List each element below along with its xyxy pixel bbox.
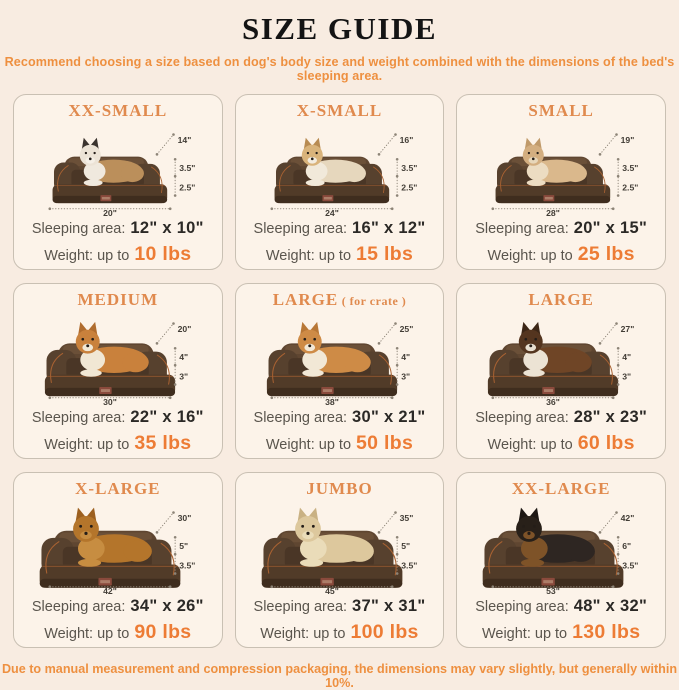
dim-dot — [48, 207, 51, 210]
weight-value: 60 lbs — [577, 432, 635, 454]
depth-dimension-line — [600, 324, 616, 344]
pet-left-eye — [523, 525, 526, 528]
depth-dimension-line — [379, 324, 395, 344]
weight-value: 15 lbs — [356, 243, 414, 265]
bed-and-pet-group — [53, 138, 168, 203]
width-dimension-label: 36" — [546, 397, 561, 406]
pet-nose — [306, 532, 309, 535]
size-card-title — [68, 100, 167, 123]
dim-dot — [174, 364, 177, 367]
sleeping-area-line — [32, 595, 204, 619]
pet-hindquarters — [345, 541, 373, 562]
sleeping-area-label: Sleeping area: — [475, 599, 569, 615]
weight-label: Weight: up to — [487, 437, 573, 453]
dim-dot — [174, 383, 177, 386]
dim-dot — [617, 364, 620, 367]
width-dimension-label: 28" — [546, 208, 561, 217]
dim-dot — [492, 207, 495, 210]
pet-front-paws — [527, 180, 546, 187]
disclaimer-note: Due to manual measurement and compression packaging, the dimensions may vary slightly, but generally within 10%. — [1, 662, 678, 690]
dim-dot — [270, 396, 273, 399]
size-card-title — [528, 289, 593, 312]
depth-dimension-line — [379, 513, 395, 533]
size-grid — [13, 94, 666, 648]
bed-brand-tag-label — [101, 389, 110, 392]
size-card — [235, 283, 445, 459]
size-name: X-LARGE — [75, 479, 161, 498]
size-name-suffix: ( for crate ) — [338, 294, 407, 308]
base-height-label: 2.5" — [622, 182, 639, 193]
bed-brand-tag-label — [100, 580, 110, 583]
pet-nose — [532, 158, 535, 161]
bed-with-pet-diagram — [18, 501, 218, 595]
sleeping-area-line — [475, 406, 647, 430]
size-name: XX-LARGE — [511, 479, 611, 498]
width-dimension-label: 45" — [324, 586, 339, 595]
size-card — [456, 283, 666, 459]
sleeping-area-line — [32, 406, 204, 430]
dim-dot — [395, 364, 398, 367]
base-height-label: 3.5" — [400, 560, 418, 571]
bed-brand-tag-label — [322, 580, 332, 583]
dim-dot — [172, 511, 175, 514]
sleeping-area-label: Sleeping area: — [31, 599, 126, 615]
size-name: X-SMALL — [296, 101, 383, 120]
page-title: SIZE GUIDE — [241, 11, 438, 46]
dim-dot — [617, 572, 620, 575]
sleeping-area-label: Sleeping area: — [475, 221, 569, 237]
pet-nose — [89, 158, 92, 161]
weight-line — [266, 430, 413, 458]
weight-label: Weight: up to — [44, 248, 130, 264]
width-dimension-label: 53" — [546, 586, 561, 595]
dim-dot — [395, 553, 398, 556]
depth-dimension-line — [600, 135, 616, 155]
size-name: MEDIUM — [77, 290, 159, 309]
bed-and-pet-group — [45, 322, 175, 396]
weight-value: 25 lbs — [577, 243, 635, 265]
size-name: LARGE — [528, 290, 594, 309]
bed-illustration — [18, 123, 218, 217]
bolster-height-label: 4" — [400, 351, 410, 362]
bed-with-pet-diagram — [461, 501, 661, 595]
base-height-label: 3" — [400, 371, 410, 382]
dim-dot — [391, 396, 394, 399]
dim-dot — [599, 153, 602, 156]
sleeping-area-value: 16" x 12" — [352, 219, 426, 237]
dim-dot — [617, 553, 620, 556]
dim-dot — [395, 536, 398, 539]
size-card-title — [306, 478, 372, 501]
weight-label: Weight: up to — [44, 437, 130, 453]
pet-front-paws — [80, 369, 101, 376]
pet-front-paws — [78, 559, 101, 567]
size-card-title — [528, 100, 593, 123]
depth-dimension-label: 16" — [399, 134, 413, 145]
bed-and-pet-group — [496, 138, 611, 203]
dim-dot — [48, 396, 51, 399]
weight-value: 35 lbs — [134, 432, 192, 454]
pet-front-paws — [84, 180, 103, 187]
dim-dot — [270, 207, 273, 210]
size-card — [456, 94, 666, 270]
bed-brand-tag-label — [102, 197, 110, 200]
dim-dot — [169, 585, 172, 588]
bolster-height-label: 5" — [179, 540, 189, 551]
bed-with-pet-diagram — [18, 312, 218, 406]
sleeping-area-label: Sleeping area: — [31, 410, 126, 426]
size-card-title — [273, 289, 407, 312]
pet-left-eye — [85, 152, 87, 154]
dim-dot — [616, 511, 619, 514]
weight-line — [266, 241, 413, 269]
sleeping-area-value: 12" x 10" — [130, 219, 204, 237]
bed-and-pet-group — [274, 138, 389, 203]
dim-dot — [617, 347, 620, 350]
pet-right-eye — [91, 338, 94, 341]
bed-illustration — [240, 123, 440, 217]
dim-dot — [394, 511, 397, 514]
weight-label: Weight: up to — [265, 437, 352, 453]
dim-dot — [174, 158, 177, 161]
dim-dot — [395, 572, 398, 575]
bed-and-pet-group — [483, 508, 624, 588]
dim-dot — [612, 585, 615, 588]
dim-dot — [48, 585, 51, 588]
dim-dot — [174, 572, 177, 575]
base-height-label: 2.5" — [400, 182, 418, 193]
dim-dot — [156, 531, 159, 534]
size-name: LARGE — [272, 290, 339, 309]
sleeping-area-value: 28" x 23" — [573, 408, 648, 426]
bed-brand-tag-label — [544, 580, 554, 583]
pet-right-eye — [533, 525, 536, 528]
depth-dimension-line — [379, 135, 395, 155]
bed-illustration — [461, 123, 661, 217]
dim-dot — [617, 175, 620, 178]
dim-dot — [172, 133, 175, 136]
weight-line — [260, 619, 418, 647]
sleeping-area-label: Sleeping area: — [253, 410, 348, 426]
dim-dot — [616, 322, 619, 325]
dim-dot — [174, 194, 177, 197]
bed-and-pet-group — [40, 508, 181, 588]
dim-dot — [617, 158, 620, 161]
bed-and-pet-group — [267, 322, 397, 396]
dim-dot — [617, 383, 620, 386]
weight-line — [44, 241, 191, 269]
dim-dot — [395, 175, 398, 178]
bolster-height-label: 6" — [622, 540, 632, 551]
size-card-title — [75, 478, 160, 501]
weight-value: 130 lbs — [572, 621, 641, 643]
pet-front-paws — [521, 559, 544, 567]
pet-right-eye — [93, 152, 95, 154]
bed-and-pet-group — [488, 322, 618, 396]
pet-nose — [528, 532, 531, 535]
bed-illustration — [461, 312, 661, 406]
width-dimension-label: 24" — [324, 208, 339, 217]
dim-dot — [174, 347, 177, 350]
page-subtitle: Recommend choosing a size based on dog's body size and weight combined with the dimensions of the bed's sleeping area. — [4, 55, 675, 83]
weight-label: Weight: up to — [481, 626, 568, 642]
pet-nose — [86, 344, 89, 347]
pet-front-paws — [300, 559, 323, 567]
bolster-height-label: 5" — [400, 540, 410, 551]
base-height-label: 3" — [622, 371, 632, 382]
bed-with-pet-diagram — [240, 501, 440, 595]
depth-dimension-label: 27" — [620, 323, 635, 334]
dim-dot — [492, 396, 495, 399]
dim-dot — [617, 536, 620, 539]
pet-hindquarters — [344, 352, 370, 372]
depth-dimension-line — [157, 513, 173, 533]
bed-brand-tag-label — [544, 389, 553, 392]
pet-nose — [308, 344, 311, 347]
width-dimension-label: 38" — [324, 397, 339, 406]
pet-nose — [311, 158, 314, 161]
size-name: SMALL — [528, 101, 594, 120]
size-card-title — [78, 289, 159, 312]
size-card — [13, 283, 223, 459]
weight-label: Weight: up to — [260, 626, 346, 642]
width-dimension-label: 20" — [103, 208, 117, 217]
depth-dimension-label: 20" — [177, 323, 192, 334]
size-card — [235, 94, 445, 270]
depth-dimension-label: 30" — [177, 512, 192, 523]
dim-dot — [172, 322, 175, 325]
width-dimension-label: 30" — [103, 397, 117, 406]
dim-dot — [174, 175, 177, 178]
size-name: JUMBO — [306, 479, 373, 498]
sleeping-area-line — [475, 217, 647, 241]
dim-dot — [395, 347, 398, 350]
bed-illustration — [18, 501, 218, 595]
size-card-title — [297, 100, 382, 123]
dim-dot — [395, 158, 398, 161]
weight-label: Weight: up to — [44, 626, 130, 642]
pet-left-eye — [301, 525, 304, 528]
pet-hindquarters — [566, 352, 592, 372]
sleeping-area-label: Sleeping area: — [31, 221, 126, 237]
dim-dot — [156, 342, 159, 345]
weight-line — [44, 430, 191, 458]
base-height-label: 3.5" — [179, 560, 196, 571]
dim-dot — [174, 553, 177, 556]
bed-illustration — [240, 501, 440, 595]
bolster-height-label: 3.5" — [179, 162, 196, 173]
weight-value: 100 lbs — [350, 621, 419, 643]
dim-dot — [599, 531, 602, 534]
pet-front-paws — [305, 180, 324, 187]
pet-left-eye — [528, 152, 530, 154]
bed-illustration — [18, 312, 218, 406]
pet-front-paws — [524, 369, 545, 376]
bolster-height-label: 3.5" — [622, 162, 639, 173]
pet-hindquarters — [342, 165, 365, 182]
weight-value: 10 lbs — [134, 243, 192, 265]
pet-right-eye — [90, 525, 93, 528]
depth-dimension-line — [157, 135, 173, 155]
dim-dot — [395, 383, 398, 386]
pet-hindquarters — [567, 541, 595, 562]
pet-left-eye — [79, 525, 82, 528]
sleeping-area-line — [32, 217, 204, 241]
weight-value: 50 lbs — [356, 432, 414, 454]
dim-dot — [377, 531, 380, 534]
sleeping-area-value: 30" x 21" — [352, 408, 426, 426]
depth-dimension-label: 25" — [399, 323, 413, 334]
bed-illustration — [240, 312, 440, 406]
pet-hindquarters — [564, 165, 587, 182]
depth-dimension-label: 14" — [177, 134, 192, 145]
bed-with-pet-diagram — [461, 123, 661, 217]
weight-label: Weight: up to — [487, 248, 573, 264]
depth-dimension-label: 19" — [620, 134, 635, 145]
pet-nose — [84, 532, 87, 535]
dim-dot — [391, 585, 394, 588]
bed-with-pet-diagram — [240, 312, 440, 406]
base-height-label: 3.5" — [622, 560, 639, 571]
base-height-label: 2.5" — [179, 182, 196, 193]
dim-dot — [616, 133, 619, 136]
dim-dot — [156, 153, 159, 156]
dim-dot — [599, 342, 602, 345]
weight-value: 90 lbs — [134, 621, 192, 643]
sleeping-area-value: 22" x 16" — [130, 408, 204, 426]
dim-dot — [612, 396, 615, 399]
sleeping-area-line — [254, 406, 426, 430]
weight-line — [488, 241, 635, 269]
dim-dot — [617, 194, 620, 197]
dim-dot — [394, 322, 397, 325]
pet-right-eye — [312, 525, 315, 528]
bed-with-pet-diagram — [18, 123, 218, 217]
size-card — [235, 472, 445, 648]
pet-right-eye — [313, 338, 316, 341]
sleeping-area-label: Sleeping area: — [253, 221, 348, 237]
weight-line — [482, 619, 640, 647]
pet-nose — [530, 344, 533, 347]
weight-line — [44, 619, 191, 647]
pet-hindquarters — [123, 541, 151, 562]
dim-dot — [169, 396, 172, 399]
sleeping-area-label: Sleeping area: — [475, 410, 569, 426]
sleeping-area-value: 20" x 15" — [573, 219, 648, 237]
sleeping-area-value: 37" x 31" — [352, 597, 426, 615]
dim-dot — [612, 207, 615, 210]
dim-dot — [169, 207, 172, 210]
dim-dot — [391, 207, 394, 210]
sleeping-area-value: 34" x 26" — [130, 597, 204, 615]
size-card — [13, 472, 223, 648]
bed-illustration — [461, 501, 661, 595]
pet-right-eye — [315, 152, 317, 154]
pet-hindquarters — [121, 165, 144, 182]
base-height-label: 3" — [179, 371, 189, 382]
dim-dot — [492, 585, 495, 588]
size-card — [13, 94, 223, 270]
pet-left-eye — [306, 152, 308, 154]
weight-label: Weight: up to — [265, 248, 352, 264]
dim-dot — [377, 153, 380, 156]
sleeping-area-line — [254, 217, 426, 241]
dim-dot — [270, 585, 273, 588]
dim-dot — [394, 133, 397, 136]
dim-dot — [395, 194, 398, 197]
sleeping-area-line — [475, 595, 647, 619]
bed-with-pet-diagram — [461, 312, 661, 406]
sleeping-area-value: 48" x 32" — [573, 597, 648, 615]
depth-dimension-line — [157, 324, 173, 344]
pet-right-eye — [535, 338, 538, 341]
depth-dimension-line — [600, 513, 616, 533]
sleeping-area-label: Sleeping area: — [253, 599, 348, 615]
pet-right-eye — [537, 152, 539, 154]
bed-brand-tag-label — [545, 197, 553, 200]
width-dimension-label: 42" — [103, 586, 117, 595]
bed-brand-tag-label — [323, 389, 332, 392]
pet-hindquarters — [122, 352, 148, 372]
bolster-height-label: 4" — [179, 351, 189, 362]
bed-and-pet-group — [261, 508, 402, 588]
dim-dot — [377, 342, 380, 345]
pet-front-paws — [302, 369, 323, 376]
pet-left-eye — [303, 338, 306, 341]
dim-dot — [174, 536, 177, 539]
size-card — [456, 472, 666, 648]
bolster-height-label: 3.5" — [400, 162, 418, 173]
pet-left-eye — [525, 338, 528, 341]
depth-dimension-label: 35" — [399, 512, 413, 523]
sleeping-area-line — [254, 595, 426, 619]
depth-dimension-label: 42" — [620, 512, 635, 523]
bolster-height-label: 4" — [622, 351, 632, 362]
bed-with-pet-diagram — [240, 123, 440, 217]
bed-brand-tag-label — [324, 197, 332, 200]
size-card-title — [512, 478, 611, 501]
weight-line — [488, 430, 635, 458]
size-name: XX-SMALL — [68, 101, 168, 120]
pet-left-eye — [81, 338, 84, 341]
